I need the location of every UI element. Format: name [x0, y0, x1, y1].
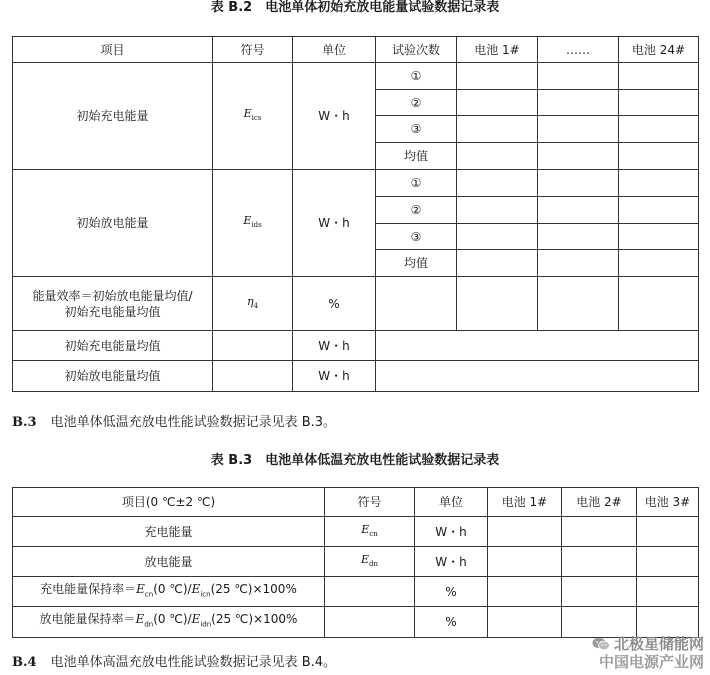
header-item: 项目 [13, 37, 213, 63]
unit-cell: W・h [415, 517, 488, 547]
row-label-charge-energy: 充电能量 [13, 517, 325, 547]
unit-cell: W・h [415, 547, 488, 577]
data-cell [637, 517, 699, 547]
symbol-cell [213, 361, 293, 392]
data-cell-merged [376, 331, 699, 361]
header-battery-3: 电池 3# [637, 488, 699, 517]
paragraph-b3 [12, 415, 336, 431]
watermark-line-1: 北极星储能网 [613, 635, 704, 653]
data-cell [538, 224, 619, 250]
section-number: B.4 [12, 655, 37, 670]
table-b2 [12, 36, 699, 392]
trial-label: ① [376, 63, 457, 90]
table-b2-caption: 表 B.2 电池单体初始充放电能量试验数据记录表 [210, 0, 500, 15]
data-cell [457, 116, 538, 143]
data-cell [538, 250, 619, 277]
table-b3 [12, 487, 699, 638]
data-cell [488, 517, 562, 547]
data-cell [457, 90, 538, 116]
header-trials: 试验次数 [376, 37, 457, 63]
header-battery-1: 电池 1# [457, 37, 538, 63]
table-row [13, 607, 699, 638]
data-cell [376, 277, 457, 331]
row-label-charge-mean: 初始充电能量均值 [13, 331, 213, 361]
data-cell [538, 90, 619, 116]
trial-label: ③ [376, 116, 457, 143]
data-cell [562, 517, 637, 547]
unit-cell: W・h [293, 63, 376, 170]
data-cell [538, 277, 619, 331]
row-label-charge-retention: 充电能量保持率$=E_{cn}(0$ $℃)/E_{icn}(25$ ℃)×100% [13, 577, 325, 607]
data-cell [619, 170, 699, 197]
row-label-efficiency: 能量效率＝初始放电能量均值/ 初始充电能量均值 [13, 277, 213, 331]
row-label-initial-charge: 初始充电能量 [13, 63, 213, 170]
table-row [13, 170, 699, 197]
unit-cell: % [415, 607, 488, 638]
header-battery-1: 电池 1# [488, 488, 562, 517]
data-cell [637, 607, 699, 638]
data-cell [619, 143, 699, 170]
table-row [13, 63, 699, 90]
symbol-cell [213, 331, 293, 361]
header-item: 项目(0 ℃±2 ℃) [13, 488, 325, 517]
data-cell [562, 607, 637, 638]
data-cell [637, 547, 699, 577]
data-cell [538, 63, 619, 90]
row-label-discharge-retention: 放电能量保持率$=E_{dn}(0$ $℃)/E_{idn}(25$ ℃)×100% [13, 607, 325, 638]
table-row [13, 331, 699, 361]
data-cell [457, 277, 538, 331]
data-cell [619, 90, 699, 116]
unit-cell: % [293, 277, 376, 331]
unit-cell: W・h [293, 361, 376, 392]
table-row [13, 577, 699, 607]
data-cell [457, 197, 538, 224]
data-cell [457, 224, 538, 250]
data-cell [488, 607, 562, 638]
header-symbol: 符号 [213, 37, 293, 63]
header-unit: 单位 [415, 488, 488, 517]
data-cell [619, 116, 699, 143]
data-cell [538, 170, 619, 197]
symbol-cell [325, 607, 415, 638]
data-cell [637, 577, 699, 607]
wechat-icon [592, 637, 610, 651]
table-b3-header-row [13, 488, 699, 517]
table-row [13, 547, 699, 577]
paragraph-b4 [12, 655, 336, 671]
header-symbol: 符号 [325, 488, 415, 517]
unit-cell: W・h [293, 331, 376, 361]
header-unit: 单位 [293, 37, 376, 63]
paragraph-text: 电池单体高温充放电性能试验数据记录见表 B.4。 [50, 655, 337, 670]
paragraph-text: 电池单体低温充放电性能试验数据记录见表 B.3。 [50, 415, 337, 430]
data-cell [562, 577, 637, 607]
data-cell [619, 250, 699, 277]
trial-label-mean: 均值 [376, 143, 457, 170]
header-battery-24: 电池 24# [619, 37, 699, 63]
trial-label: ② [376, 90, 457, 116]
watermark [592, 635, 704, 671]
table-row [13, 517, 699, 547]
data-cell [538, 116, 619, 143]
data-cell [619, 224, 699, 250]
data-cell [538, 197, 619, 224]
unit-cell: W・h [293, 170, 376, 277]
symbol-cell: $E_{dn}$ [325, 547, 415, 577]
section-number: B.3 [12, 415, 37, 430]
row-label-discharge-energy: 放电能量 [13, 547, 325, 577]
data-cell [619, 277, 699, 331]
header-ellipsis: …… [538, 37, 619, 63]
trial-label: ② [376, 197, 457, 224]
table-row [13, 277, 699, 331]
table-b2-header-row [13, 37, 699, 63]
data-cell [457, 143, 538, 170]
symbol-cell [325, 577, 415, 607]
unit-cell: % [415, 577, 488, 607]
data-cell [488, 547, 562, 577]
data-cell [619, 197, 699, 224]
row-label-discharge-mean: 初始放电能量均值 [13, 361, 213, 392]
symbol-cell: $E_{ics}$ [213, 63, 293, 170]
data-cell [457, 250, 538, 277]
data-cell [562, 547, 637, 577]
data-cell [457, 63, 538, 90]
data-cell-merged [376, 361, 699, 392]
watermark-line-2: 中国电源产业网 [598, 653, 704, 671]
symbol-cell: $\eta_4$ [213, 277, 293, 331]
trial-label-mean: 均值 [376, 250, 457, 277]
row-label-initial-discharge: 初始放电能量 [13, 170, 213, 277]
data-cell [538, 143, 619, 170]
data-cell [619, 63, 699, 90]
trial-label: ③ [376, 224, 457, 250]
table-b3-caption: 表 B.3 电池单体低温充放电性能试验数据记录表 [210, 453, 500, 468]
table-row [13, 361, 699, 392]
symbol-cell: $E_{ids}$ [213, 170, 293, 277]
trial-label: ① [376, 170, 457, 197]
header-battery-2: 电池 2# [562, 488, 637, 517]
symbol-cell: $E_{cn}$ [325, 517, 415, 547]
data-cell [488, 577, 562, 607]
data-cell [457, 170, 538, 197]
